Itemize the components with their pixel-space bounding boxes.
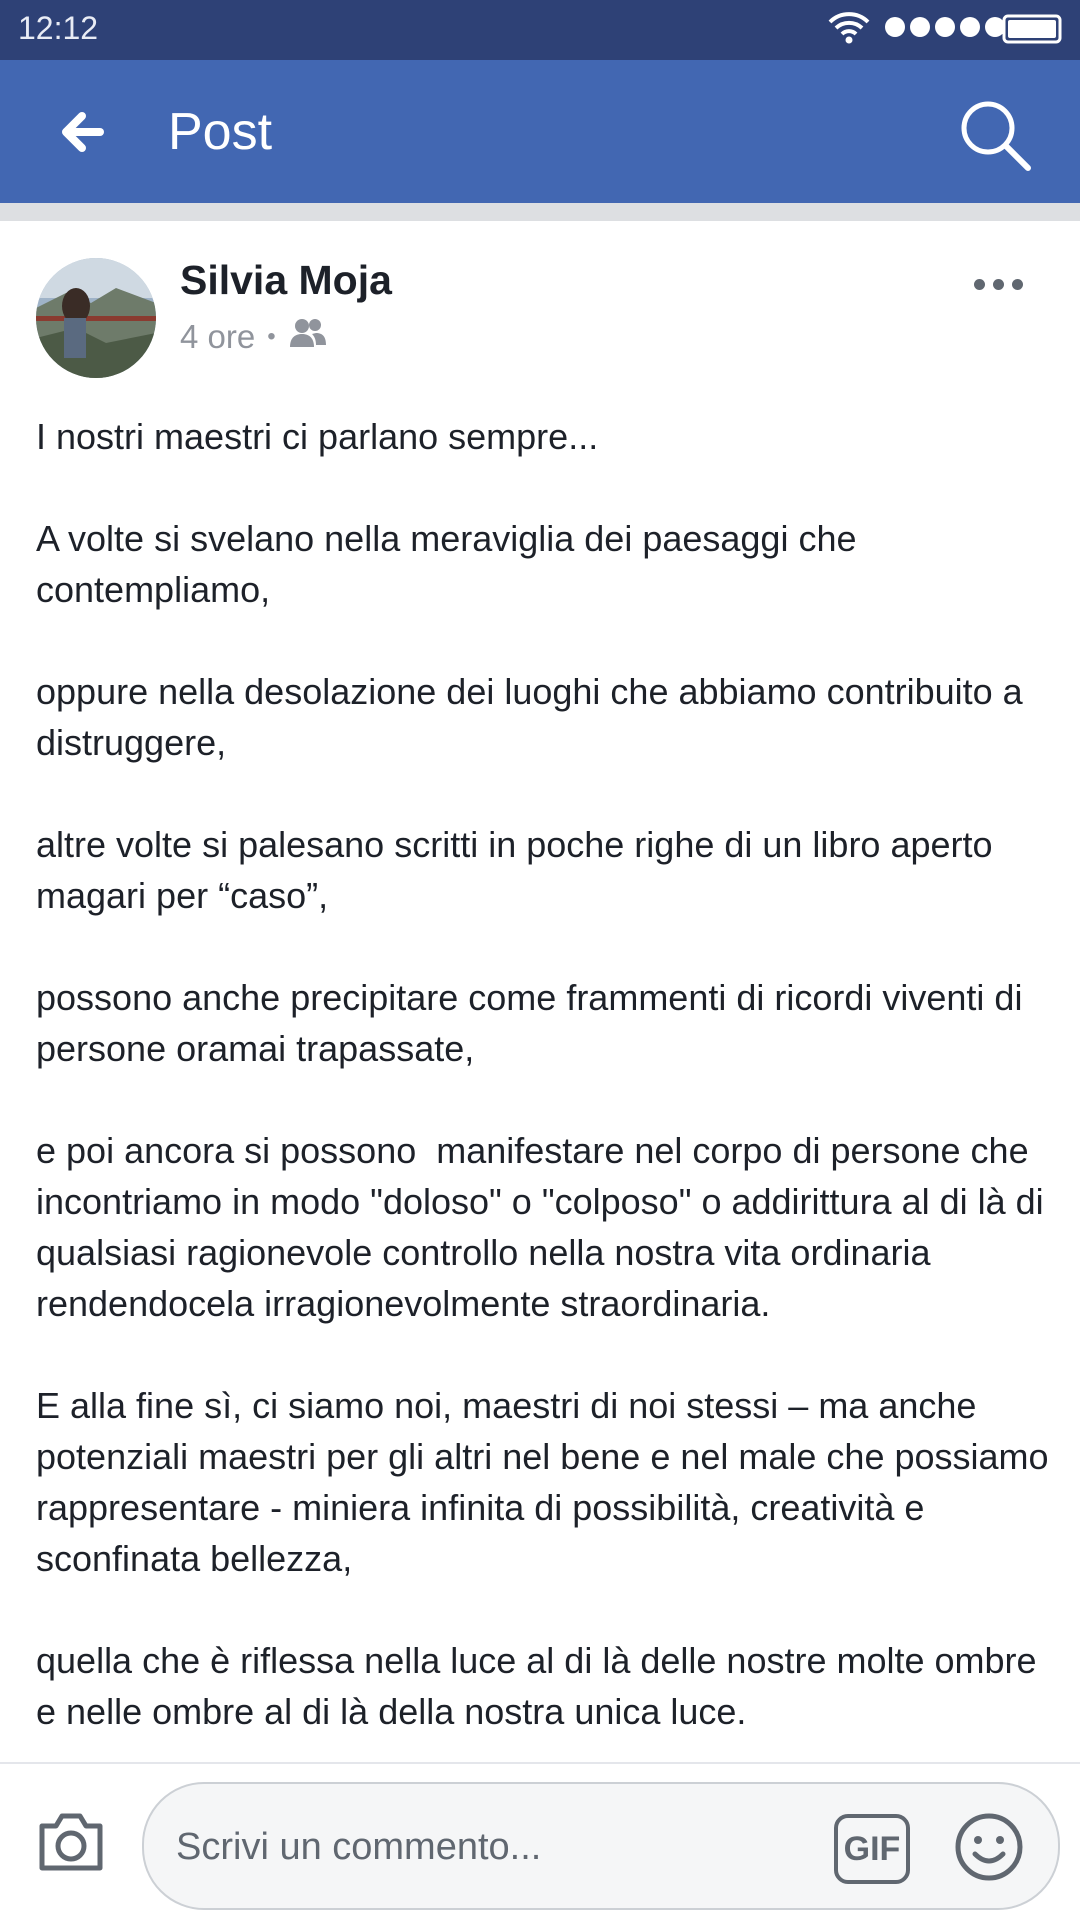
meta-separator: • (267, 323, 276, 350)
post-time[interactable]: 4 ore (180, 318, 256, 355)
post-paragraph: quella che è riflessa nella luce al di là delle nostre molte ombre e nelle ombre al di là della nostra unica luce. (36, 1640, 1047, 1732)
status-time: 12:12 (18, 10, 99, 46)
arrow-left-icon[interactable] (52, 102, 112, 162)
comment-box (142, 1782, 1060, 1910)
signal-icon (885, 17, 1005, 37)
page-title: Post (168, 103, 273, 161)
post-paragraph: e poi ancora si possono manifestare nel corpo di persone che incontriamo in modo "doloso" o "colposo" o addirittura al di là di qualsiasi ragionevole controllo nella nostra vita ordinaria rendendocela irragionevolmente straordinaria. (36, 1130, 1054, 1324)
comment-input[interactable] (174, 1814, 798, 1880)
post-paragraph: altre volte si palesano scritti in poche righe di un libro aperto magari per “caso”, (36, 824, 1003, 916)
post-meta (180, 317, 328, 357)
post-paragraph: E alla fine sì, ci siamo noi, maestri di noi stessi – ma anche potenziali maestri per gli altri nel bene e nel male che possiamo rappresentare - miniera infinita di possibilità, creatività e sconfinata bellezza, (36, 1385, 1059, 1579)
emoji-icon[interactable] (954, 1812, 1024, 1882)
post-body (36, 411, 1059, 1788)
post-paragraph: I nostri maestri ci parlano sempre... (36, 416, 599, 457)
post-paragraph: oppure nella desolazione dei luoghi che abbiamo contribuito a distruggere, (36, 671, 1033, 763)
app-bar (0, 60, 1080, 203)
friends-icon (288, 317, 328, 357)
battery-icon (998, 14, 1062, 44)
post-paragraph: A volte si svelano nella meraviglia dei paesaggi che contempliamo, (36, 518, 867, 610)
status-bar (0, 0, 1080, 60)
section-divider (0, 203, 1080, 221)
post-paragraph: possono anche precipitare come frammenti di ricordi viventi di persone oramai trapassate, (36, 977, 1033, 1069)
comment-composer (0, 1762, 1080, 1922)
avatar[interactable] (36, 258, 156, 378)
more-options-icon[interactable] (974, 279, 1026, 295)
wifi-icon (828, 10, 870, 49)
author-name[interactable]: Silvia Moja (180, 257, 392, 303)
search-icon[interactable] (958, 98, 1032, 172)
gif-button[interactable]: GIF (834, 1814, 910, 1884)
camera-icon[interactable] (36, 1808, 106, 1874)
